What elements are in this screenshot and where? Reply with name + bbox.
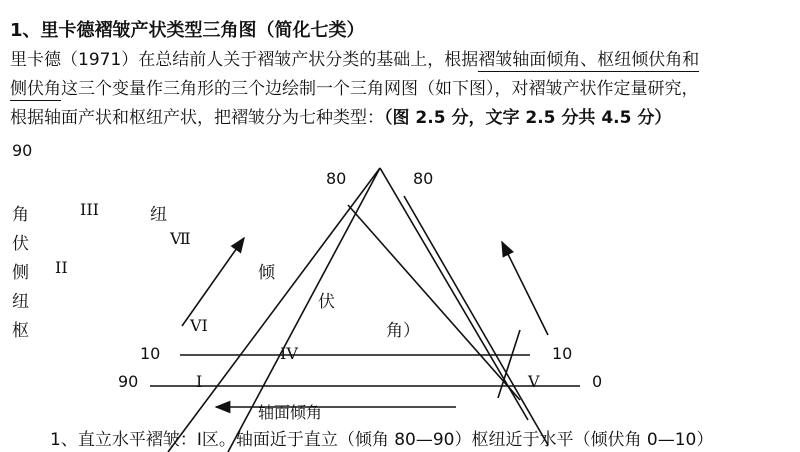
- label-10-right: 10: [552, 344, 573, 363]
- label-90-left: 90: [118, 372, 139, 391]
- underlined-text: 褶皱轴面倾角、枢纽倾伏角和: [478, 50, 700, 70]
- apex-label-left: 80: [326, 169, 347, 188]
- axis-label-axial-dip: 轴面倾角: [258, 403, 323, 422]
- right-side-char: 角）: [386, 321, 420, 341]
- arrow-left-up: [182, 238, 244, 326]
- right-side-char: 伏: [318, 292, 335, 312]
- left-side-char: 枢: [12, 321, 29, 341]
- label-90-top: 90: [12, 141, 33, 160]
- right-side-char: 倾: [258, 263, 275, 283]
- left-side-char: 伏: [12, 234, 29, 254]
- region-label-vi: VI: [190, 316, 208, 335]
- left-side-char: 角: [12, 205, 29, 225]
- region-label-v: V: [528, 372, 540, 391]
- diag-line-a: [348, 205, 520, 400]
- arrow-right-up: [502, 242, 548, 335]
- region-label-ii: II: [55, 258, 68, 277]
- left-side-char: 纽: [12, 292, 29, 312]
- right-side-char: 纽: [150, 205, 167, 225]
- triangle-outline: [228, 168, 380, 452]
- underlined-text: 侧伏角: [10, 79, 61, 99]
- triangle-right-edge: [380, 168, 528, 420]
- region-label-iii: III: [80, 200, 99, 219]
- region-label-iv: IV: [280, 344, 298, 363]
- region-label-vii: Ⅶ: [170, 229, 191, 248]
- score-note: （图 2.5 分，文字 2.5 分共 4.5 分）: [384, 108, 672, 128]
- left-side-char: 侧: [12, 263, 29, 283]
- apex-label-right: 80: [413, 169, 434, 188]
- label-0-right: 0: [592, 372, 603, 391]
- paragraph-text: 这三个变量作三角形的三个边绘制一个三角网图（如下图），对褶皱产状作定量研究，: [61, 79, 699, 99]
- inner-line-left: [168, 168, 380, 452]
- paragraph-text: 里卡德（1971）在总结前人关于褶皱产状分类的基础上，根据: [10, 50, 479, 70]
- region-label-i: I: [196, 372, 203, 391]
- type-1-description: 1、直立水平褶皱：Ⅰ区。轴面近于直立（倾角 80—90）枢纽近于水平（倾伏角 0—10）: [50, 430, 714, 450]
- section-heading: 1、里卡德褶皱产状类型三角图（简化七类）: [10, 20, 365, 41]
- label-10-left: 10: [140, 344, 161, 363]
- paragraph-text: 根据轴面产状和枢纽产状，把褶皱分为七种类型：: [10, 108, 384, 128]
